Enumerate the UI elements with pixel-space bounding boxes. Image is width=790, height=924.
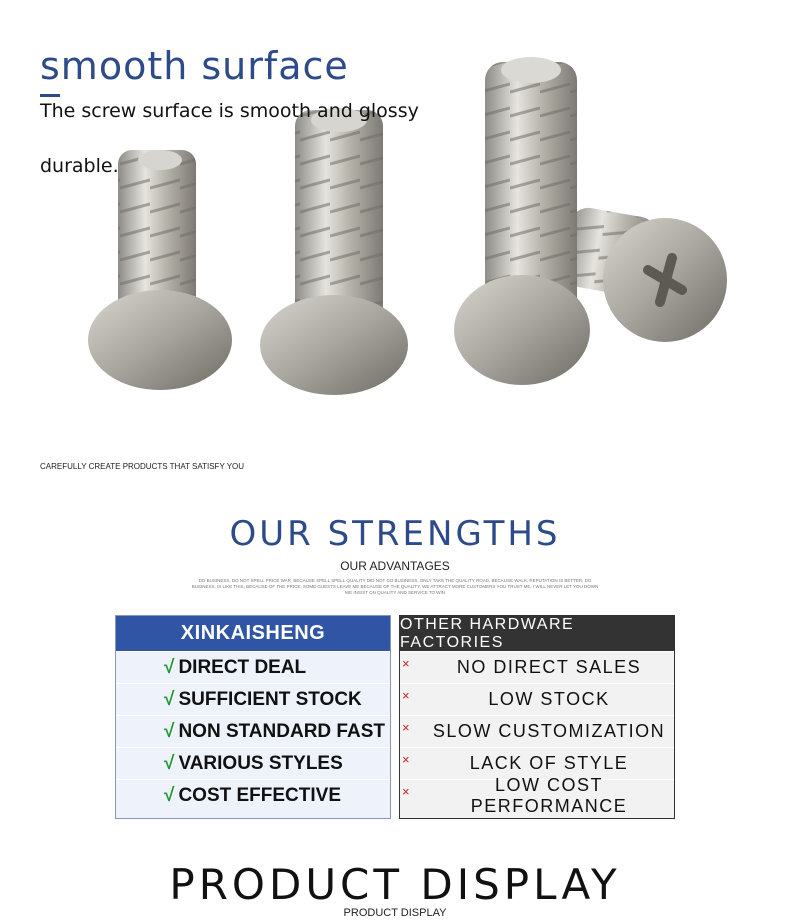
- strengths-title: OUR STRENGTHS: [229, 514, 561, 554]
- cross-icon: ×: [402, 720, 412, 735]
- screw-3: [454, 57, 590, 385]
- advantage-row: [116, 683, 390, 715]
- check-icon: √: [164, 752, 175, 774]
- other-factories-header: OTHER HARDWARE FACTORIES: [400, 616, 674, 651]
- product-display-subtitle: PRODUCT DISPLAY: [343, 907, 447, 919]
- hero-caption: CAREFULLY CREATE PRODUCTS THAT SATISFY YOU: [40, 462, 245, 471]
- product-display-title: PRODUCT DISPLAY: [169, 860, 621, 909]
- disadvantage-label: SLOW CUSTOMIZATION: [432, 721, 666, 741]
- screw-2: [260, 108, 408, 395]
- hero-title: smooth surface: [40, 44, 349, 88]
- check-icon: √: [164, 784, 175, 806]
- hero-title-underline: [40, 94, 60, 97]
- check-icon: √: [164, 688, 175, 710]
- strengths-fine-print: DO BUSINESS, DO NOT SPELL PRICE WAR, BECAUSE SPELL SPELL QUALITY DID NOT DO BUSINESS, ONLY TAKE THE QUALITY ROAD, BECAUSE WALK, REPUTATION IS BETTER, DO BUSINESS, IS LIKE THIS, BECAUSE OF THE PRICE, SOME GUESTS LEAVE ME BECAUSE OF THE QUALITY, WE ATTRACT MORE CUSTOMERS YOU TRUST ME, I WILL NEVER LET YOU DOWN WE INSIST ON QUALITY AND SERVICE TO WIN: [191, 578, 599, 595]
- other-factories-column: [399, 615, 675, 819]
- strengths-subtitle: OUR ADVANTAGES: [340, 559, 450, 573]
- advantage-row: [116, 651, 390, 683]
- disadvantage-row: [400, 683, 674, 715]
- disadvantage-row: [400, 774, 674, 816]
- advantage-label: VARIOUS STYLES: [178, 752, 343, 774]
- disadvantage-label: LACK OF STYLE: [469, 753, 629, 773]
- advantage-row: [116, 747, 390, 779]
- cross-icon: ×: [402, 688, 412, 703]
- advantage-label: DIRECT DEAL: [178, 656, 307, 678]
- check-icon: √: [164, 656, 175, 678]
- advantage-label: COST EFFECTIVE: [178, 784, 342, 806]
- disadvantage-row: [400, 651, 674, 683]
- advantage-label: NON STANDARD FAST: [178, 720, 385, 742]
- hero-description-line-1: The screw surface is smooth and glossy: [40, 100, 419, 122]
- disadvantage-label: NO DIRECT SALES: [456, 657, 642, 677]
- cross-icon: ×: [402, 784, 412, 799]
- disadvantage-row: [400, 715, 674, 747]
- hero-description-line-2: durable.: [40, 155, 119, 177]
- xinkaisheng-header: XINKAISHENG: [116, 616, 390, 651]
- disadvantage-label: LOW COST PERFORMANCE: [470, 774, 628, 816]
- cross-icon: ×: [402, 752, 412, 767]
- xinkaisheng-column: [115, 615, 391, 819]
- advantage-row: [116, 715, 390, 747]
- cross-icon: ×: [402, 656, 412, 671]
- disadvantage-label: LOW STOCK: [488, 689, 610, 709]
- screw-1: [88, 150, 232, 390]
- advantage-label: SUFFICIENT STOCK: [178, 688, 362, 710]
- check-icon: √: [164, 720, 175, 742]
- advantage-row: [116, 779, 390, 811]
